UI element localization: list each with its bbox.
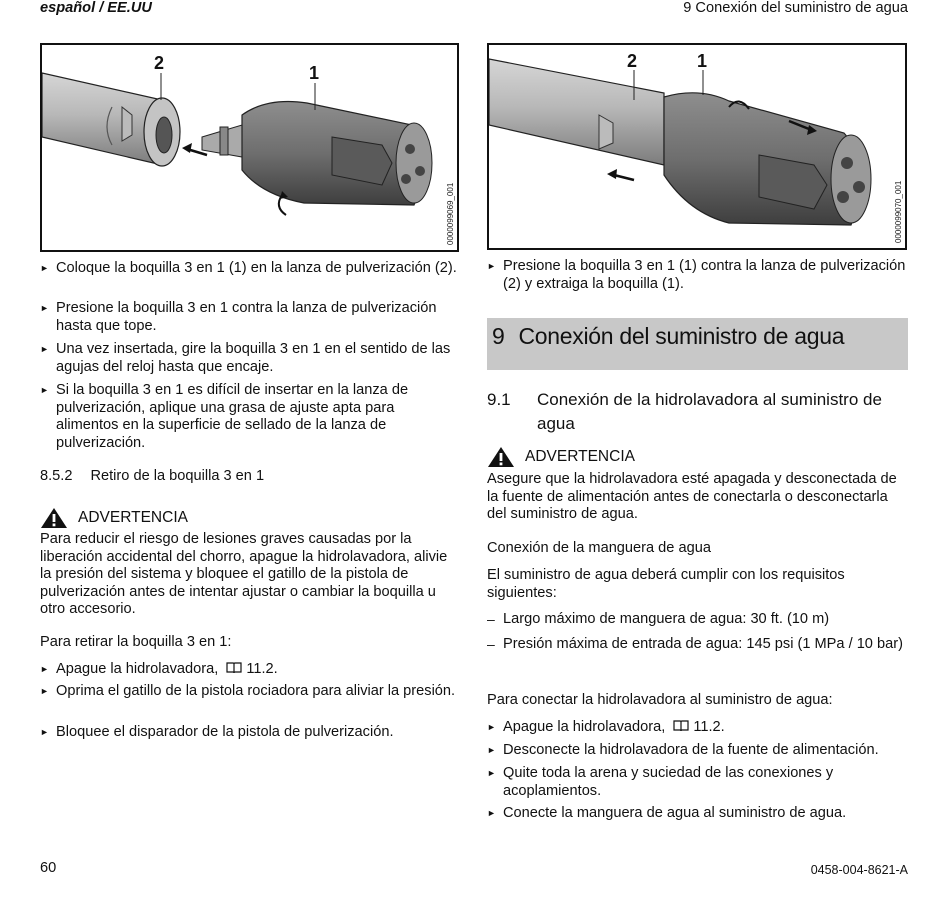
subsection-heading: [40, 468, 264, 486]
step-remove-1: [40, 661, 460, 679]
page-number: 60: [40, 860, 57, 876]
chapter-title-text: Conexión del suministro de agua: [518, 323, 845, 349]
warning-heading-right: [487, 446, 635, 468]
remove-intro: Para retirar la boquilla 3 en 1:: [40, 634, 232, 650]
step-extract-text: Presione la boquilla 3 en 1 (1) contra la lanza de pulverización (2) y extraiga la boquilla (1).: [503, 258, 906, 292]
figure2-code: 0000099070_001: [894, 180, 903, 243]
step-insert-1: [40, 260, 460, 278]
bullet-triangle-icon: ►: [40, 727, 49, 737]
figure-insert-nozzle-drawing: [42, 45, 457, 250]
step-insert-2: [40, 300, 460, 335]
step-connect-1: [487, 719, 909, 737]
step-remove-1-ref[interactable]: 11.2.: [246, 661, 278, 677]
bullet-triangle-icon: ►: [487, 768, 496, 778]
step-connect-4: [487, 805, 909, 823]
document-number: 0458-004-8621-A: [810, 863, 908, 877]
step-remove-3: [40, 724, 460, 742]
figure2-callout-2: 2: [627, 51, 638, 71]
requirements-intro: El suministro de agua deberá cumplir con los requisitos siguientes:: [487, 567, 845, 601]
subsection-number: 8.5.2: [40, 468, 73, 484]
subsection-title: Retiro de la boquilla 3 en 1: [90, 468, 265, 484]
step-extract: [487, 258, 909, 293]
bullet-triangle-icon: ►: [40, 263, 49, 273]
figure1-code: 0000099069_001: [446, 182, 455, 245]
step-remove-1-text: Apague la hidrolavadora,: [56, 661, 219, 677]
step-connect-4-text: Conecte la manguera de agua al suministro de agua.: [503, 805, 847, 821]
figure-remove-nozzle-drawing: [489, 45, 905, 248]
dash-marker: –: [487, 611, 495, 627]
bullet-triangle-icon: ►: [40, 344, 49, 354]
bullet-triangle-icon: ►: [487, 261, 496, 271]
warning-triangle-icon: [487, 446, 515, 468]
step-connect-3: [487, 765, 909, 800]
step-connect-1-text: Apague la hidrolavadora,: [503, 719, 666, 735]
step-remove-3-text: Bloquee el disparador de la pistola de pulverización.: [56, 724, 394, 740]
bullet-triangle-icon: ►: [487, 722, 496, 732]
requirement-2: [487, 636, 909, 654]
chapter-number: 9: [492, 323, 505, 349]
warning-text-left: Para reducir el riesgo de lesiones graves causadas por la liberación accidental del chorro, apague la hidrolavadora, alivie la presión del sistema y bloquee el gatillo de la pistola de pulverización antes de intentar ajustar o cambiar la boquilla u otro accesorio.: [40, 531, 448, 618]
step-insert-2-text: Presione la boquilla 3 en 1 contra la lanza de pulverización hasta que tope.: [56, 300, 437, 334]
step-connect-1-ref[interactable]: 11.2.: [693, 719, 725, 735]
step-insert-1-text: Coloque la boquilla 3 en 1 (1) en la lanza de pulverización (2).: [56, 260, 457, 276]
bullet-triangle-icon: ►: [40, 686, 49, 696]
figure1-callout-2: 2: [154, 53, 165, 73]
warning-triangle-icon: [40, 507, 68, 529]
step-insert-4-text: Si la boquilla 3 en 1 es difícil de insertar en la lanza de pulverización, aplique una grasa de ajuste apta para alimentos en la superficie de sellado de la lanza de pulverización.: [56, 382, 409, 451]
warning-heading-left: [40, 507, 188, 529]
step-connect-3-text: Quite toda la arena y suciedad de las conexiones y acoplamientos.: [503, 765, 834, 799]
warning-label-left: ADVERTENCIA: [78, 509, 188, 527]
bullet-triangle-icon: ►: [40, 664, 49, 674]
step-insert-3-text: Una vez insertada, gire la boquilla 3 en 1 en el sentido de las agujas del reloj hasta que encaje.: [56, 341, 451, 375]
figure2-callout-1: 1: [697, 51, 708, 71]
bullet-triangle-icon: ►: [40, 385, 49, 395]
warning-label-right: ADVERTENCIA: [525, 448, 635, 466]
section-number: 9.1: [487, 390, 511, 409]
subheading-hose: Conexión de la manguera de agua: [487, 540, 711, 556]
requirement-1: [487, 611, 909, 629]
dash-marker: –: [487, 636, 495, 652]
connect-intro: Para conectar la hidrolavadora al suministro de agua:: [487, 692, 833, 708]
step-remove-2: [40, 683, 460, 701]
header-language: español / EE.UU: [40, 0, 152, 16]
warning-text-right: Asegure que la hidrolavadora esté apagada y desconectada de la fuente de alimentación antes de conectarla o desconectarla del suministro de agua.: [487, 471, 897, 523]
bullet-triangle-icon: ►: [487, 745, 496, 755]
step-insert-4: [40, 382, 460, 452]
book-icon: [226, 662, 242, 674]
step-connect-2-text: Desconecte la hidrolavadora de la fuente de alimentación.: [503, 742, 879, 758]
requirement-1-text: Largo máximo de manguera de agua: 30 ft. (10 m): [503, 611, 830, 627]
header-chapter: 9 Conexión del suministro de agua: [683, 0, 908, 16]
book-icon: [673, 720, 689, 732]
step-remove-2-text: Oprima el gatillo de la pistola rociadora para aliviar la presión.: [56, 683, 456, 699]
section-title: Conexión de la hidrolavadora al suministro de agua: [537, 390, 882, 433]
figure-insert-nozzle: [40, 43, 459, 252]
chapter-title: [492, 322, 844, 350]
figure1-callout-1: 1: [309, 63, 320, 83]
requirement-2-text: Presión máxima de entrada de agua: 145 psi (1 MPa / 10 bar): [503, 636, 903, 652]
bullet-triangle-icon: ►: [40, 303, 49, 313]
bullet-triangle-icon: ►: [487, 808, 496, 818]
step-insert-3: [40, 341, 460, 376]
figure-remove-nozzle: [487, 43, 907, 250]
section-heading: [487, 388, 909, 436]
step-connect-2: [487, 742, 909, 760]
